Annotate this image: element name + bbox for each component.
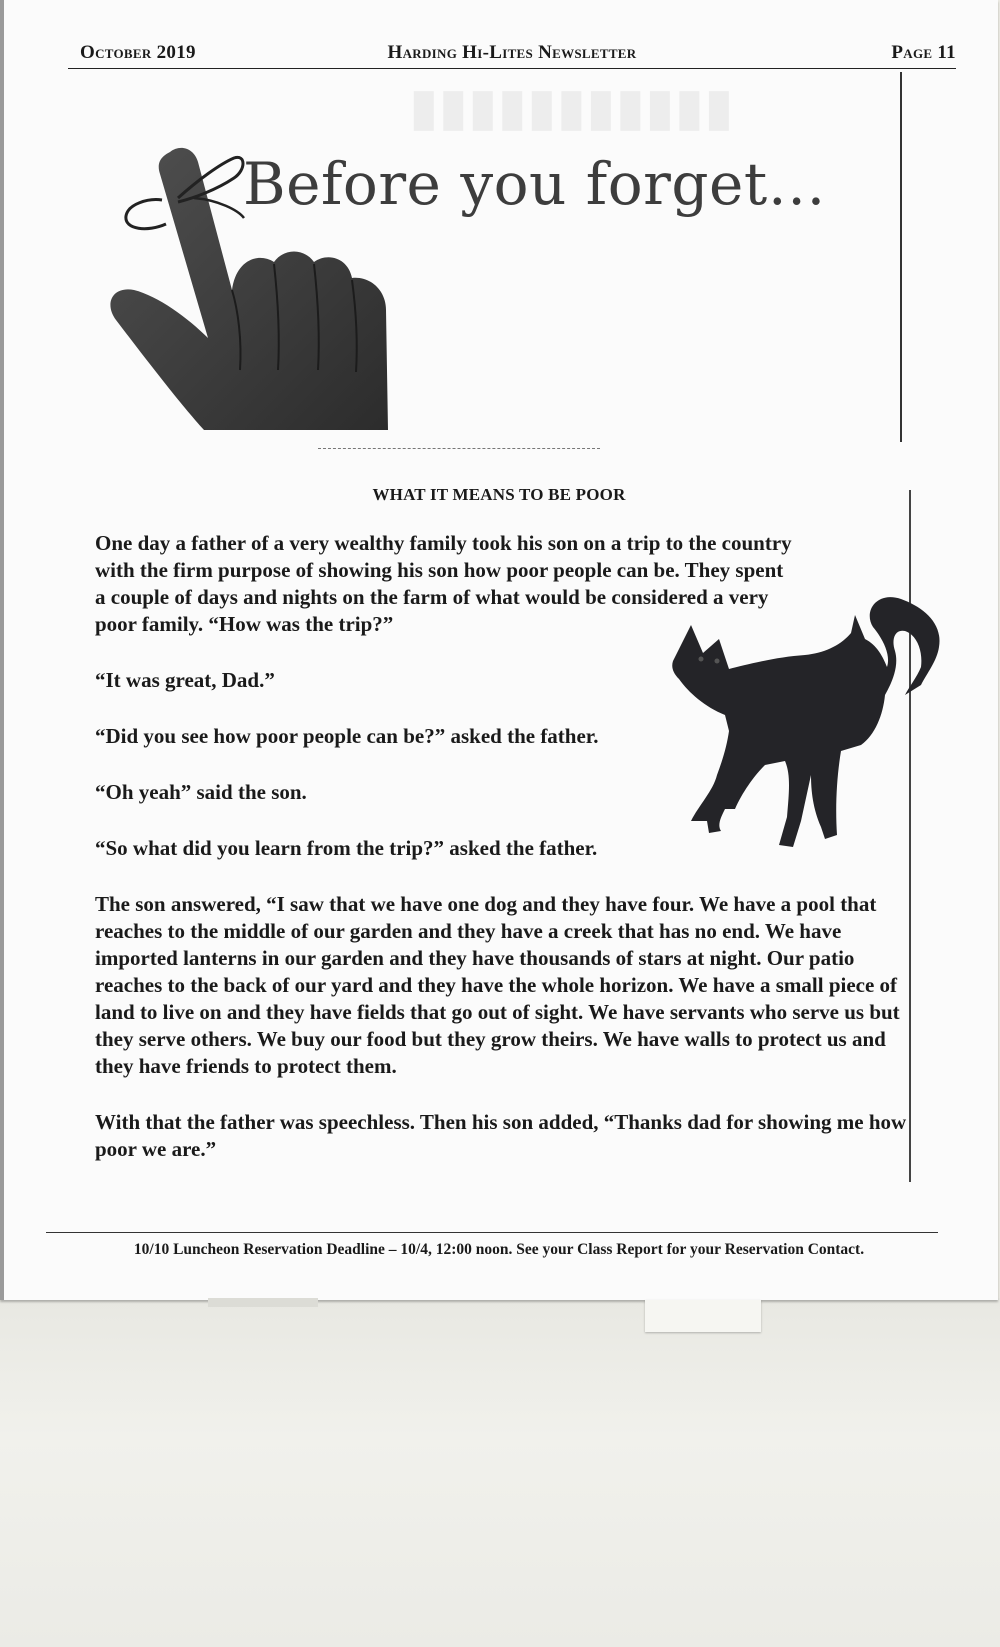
- article-paragraph: “Did you see how poor people can be?” asked the father.: [95, 724, 599, 748]
- footer-notice: 10/10 Luncheon Reservation Deadline – 10/4, 12:00 noon. See your Class Report for your Reservation Contact.: [133, 1241, 865, 1258]
- tape-strip: [645, 1300, 761, 1332]
- article-paragraph: One day a father of a very wealthy family took his son on a trip to the country with the firm purpose of showing his son how poor people can be. They spent a couple of days and nights on the farm of what would be considered a very poor family. “How was the trip?”: [95, 531, 792, 636]
- page-edge-shadow: [0, 0, 4, 1300]
- article-paragraph: “It was great, Dad.”: [95, 668, 275, 692]
- divider: [318, 448, 600, 449]
- article-paragraph: The son answered, “I saw that we have one dog and they have four. We have a pool that reaches to the middle of our garden and they have a creek that has no end. We have imported lanterns in our garden and they have thousands of stars at night. Our patio reaches to the back of our yard and they have the whole horizon. We have a small piece of land to live on and they have fields that go out of sight. We have servants who serve us but they serve others. We buy our food but they grow theirs. We have walls to protect us and they have friends to protect them.: [95, 892, 900, 1078]
- scanner-background: [0, 1298, 1000, 1647]
- article-paragraph: With that the father was speechless. Then his son added, “Thanks dad for showing me how poor we are.”: [95, 1110, 907, 1161]
- bleed-through-text: ▮▮▮▮▮▮▮▮▮▮▮: [410, 79, 735, 135]
- header-publication: Harding Hi-Lites Newsletter: [387, 42, 637, 63]
- footer-divider: [46, 1232, 938, 1233]
- tape-strip: [208, 1298, 318, 1307]
- header-page-number: Page 11: [891, 42, 956, 63]
- black-cat-icon: [655, 595, 985, 875]
- column-rule: [900, 72, 902, 442]
- header-date: October 2019: [80, 42, 196, 63]
- headline: Before you forget…: [243, 150, 827, 218]
- article-title: WHAT IT MEANS TO BE POOR: [372, 485, 626, 504]
- article-paragraph: “Oh yeah” said the son.: [95, 780, 307, 804]
- article-paragraph: “So what did you learn from the trip?” asked the father.: [95, 836, 598, 860]
- page-header: [68, 42, 956, 69]
